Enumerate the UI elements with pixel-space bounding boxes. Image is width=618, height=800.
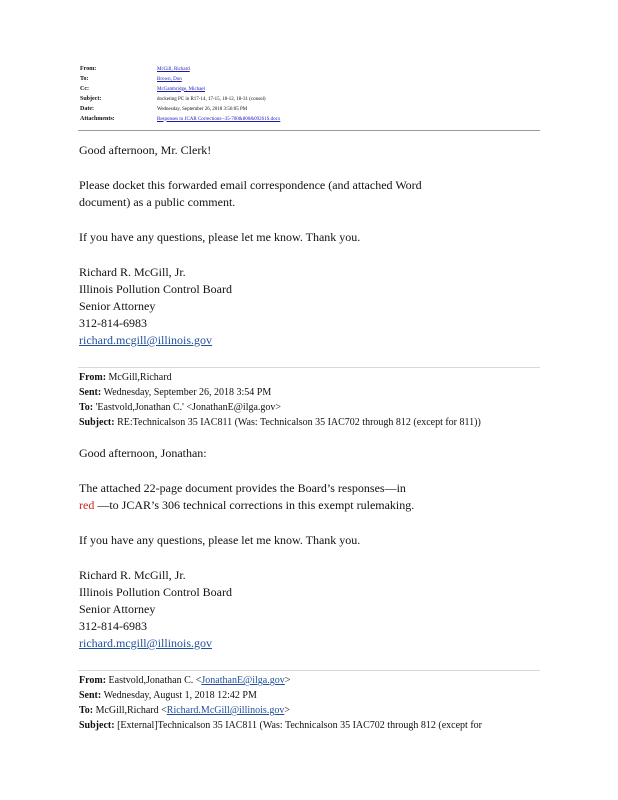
message2-signature-org: Illinois Pollution Control Board bbox=[79, 585, 233, 599]
message1-signature-name: Richard R. McGill, Jr. bbox=[79, 265, 186, 279]
header-to-label: To: bbox=[80, 76, 89, 82]
header-from-label: From: bbox=[80, 66, 97, 72]
message3-from-name: Eastvold,Jonathan C. < bbox=[108, 675, 202, 686]
message3-sent-label: Sent: bbox=[79, 690, 102, 701]
header-cc-value[interactable]: McGambridge, Michael bbox=[157, 86, 206, 92]
message2-from-value: McGill,Richard bbox=[108, 372, 172, 383]
header-from-row bbox=[80, 64, 540, 74]
message3-to-close: > bbox=[284, 705, 290, 716]
message2-body-line2 bbox=[79, 497, 414, 514]
header-to-value[interactable]: Brown, Don bbox=[157, 76, 182, 82]
message2-to-value: 'Eastvold,Jonathan C.' <JonathanE@ilga.gov> bbox=[95, 402, 282, 413]
message1-signature-email-link[interactable]: richard.mcgill@illinois.gov bbox=[79, 333, 213, 347]
message3-from-email-link[interactable]: JonathanE@ilga.gov bbox=[201, 675, 285, 686]
header-date-value: Wednesday, September 26, 2018 3:56:05 PM bbox=[157, 106, 248, 112]
message1-greeting: Good afternoon, Mr. Clerk! bbox=[79, 143, 212, 157]
message3-subject-row bbox=[79, 720, 482, 731]
header-date-label: Date: bbox=[80, 106, 94, 112]
message2-from-row bbox=[79, 372, 172, 383]
message2-subject-value: RE:Technicalson 35 IAC811 (Was: Technicalson 35 IAC702 through 812 (except for 811)) bbox=[117, 417, 481, 428]
message1-closing: If you have any questions, please let me know. Thank you. bbox=[79, 230, 361, 244]
message3-divider bbox=[78, 670, 540, 671]
message3-sent-value: Wednesday, August 1, 2018 12:42 PM bbox=[103, 690, 257, 701]
message2-sent-label: Sent: bbox=[79, 387, 102, 398]
header-attachments-label: Attachments: bbox=[80, 116, 115, 122]
header-cc-label: Cc: bbox=[80, 86, 89, 92]
message3-to-name: McGill,Richard < bbox=[95, 705, 167, 716]
message2-sent-row bbox=[79, 387, 271, 398]
header-subject-row bbox=[80, 94, 540, 104]
header-from-value[interactable]: McGill, Richard bbox=[157, 66, 190, 72]
header-subject-label: Subject: bbox=[80, 96, 102, 102]
message1-signature-title: Senior Attorney bbox=[79, 299, 156, 313]
message2-from-label: From: bbox=[79, 372, 107, 383]
message2-signature-title: Senior Attorney bbox=[79, 602, 156, 616]
message2-signature-name: Richard R. McGill, Jr. bbox=[79, 568, 186, 582]
message2-greeting: Good afternoon, Jonathan: bbox=[79, 446, 207, 460]
message2-body-line1: The attached 22-page document provides the Board’s responses—in bbox=[79, 481, 406, 495]
header-cc-row bbox=[80, 84, 540, 94]
message2-signature-phone: 312-814-6983 bbox=[79, 619, 147, 633]
message2-closing: If you have any questions, please let me know. Thank you. bbox=[79, 533, 361, 547]
message3-to-row bbox=[79, 705, 290, 716]
email-header bbox=[80, 64, 540, 124]
message3-to-label: To: bbox=[79, 705, 94, 716]
message1-signature-phone: 312-814-6983 bbox=[79, 316, 147, 330]
header-to-row bbox=[80, 74, 540, 84]
message2-to-row bbox=[79, 402, 281, 413]
message2-body-line2-rest: —to JCAR’s 306 technical corrections in this exempt rulemaking. bbox=[94, 498, 415, 512]
message3-to-email-link[interactable]: Richard.McGill@illinois.gov bbox=[166, 705, 285, 716]
header-date-row bbox=[80, 104, 540, 114]
header-divider bbox=[78, 130, 540, 131]
header-subject-value: docketing PC in R17-14, 17-15, 18-12, 18-31 (consol) bbox=[157, 96, 266, 102]
message3-from-close: > bbox=[284, 675, 291, 686]
message3-from-row bbox=[79, 675, 290, 686]
message3-from-label: From: bbox=[79, 675, 107, 686]
message3-subject-value: [External]Technicalson 35 IAC811 (Was: Technicalson 35 IAC702 through 812 (except for bbox=[117, 720, 482, 731]
message2-divider bbox=[78, 367, 540, 368]
message2-to-label: To: bbox=[79, 402, 94, 413]
message1-body-line2: document) as a public comment. bbox=[79, 195, 236, 209]
message1-body-line1: Please docket this forwarded email correspondence (and attached Word bbox=[79, 178, 422, 192]
header-attachments-row bbox=[80, 114, 540, 124]
header-attachment-link[interactable]: Responses to JCAR Corrections--35-700&800&09261S.docx bbox=[157, 116, 281, 122]
message2-sent-value: Wednesday, September 26, 2018 3:54 PM bbox=[103, 387, 272, 398]
message3-subject-label: Subject: bbox=[79, 720, 115, 731]
message3-sent-row bbox=[79, 690, 257, 701]
message2-subject-row bbox=[79, 417, 481, 428]
message2-subject-label: Subject: bbox=[79, 417, 115, 428]
message1-signature-org: Illinois Pollution Control Board bbox=[79, 282, 233, 296]
message2-red-word: red bbox=[79, 498, 95, 512]
message2-signature-email-link[interactable]: richard.mcgill@illinois.gov bbox=[79, 636, 213, 650]
